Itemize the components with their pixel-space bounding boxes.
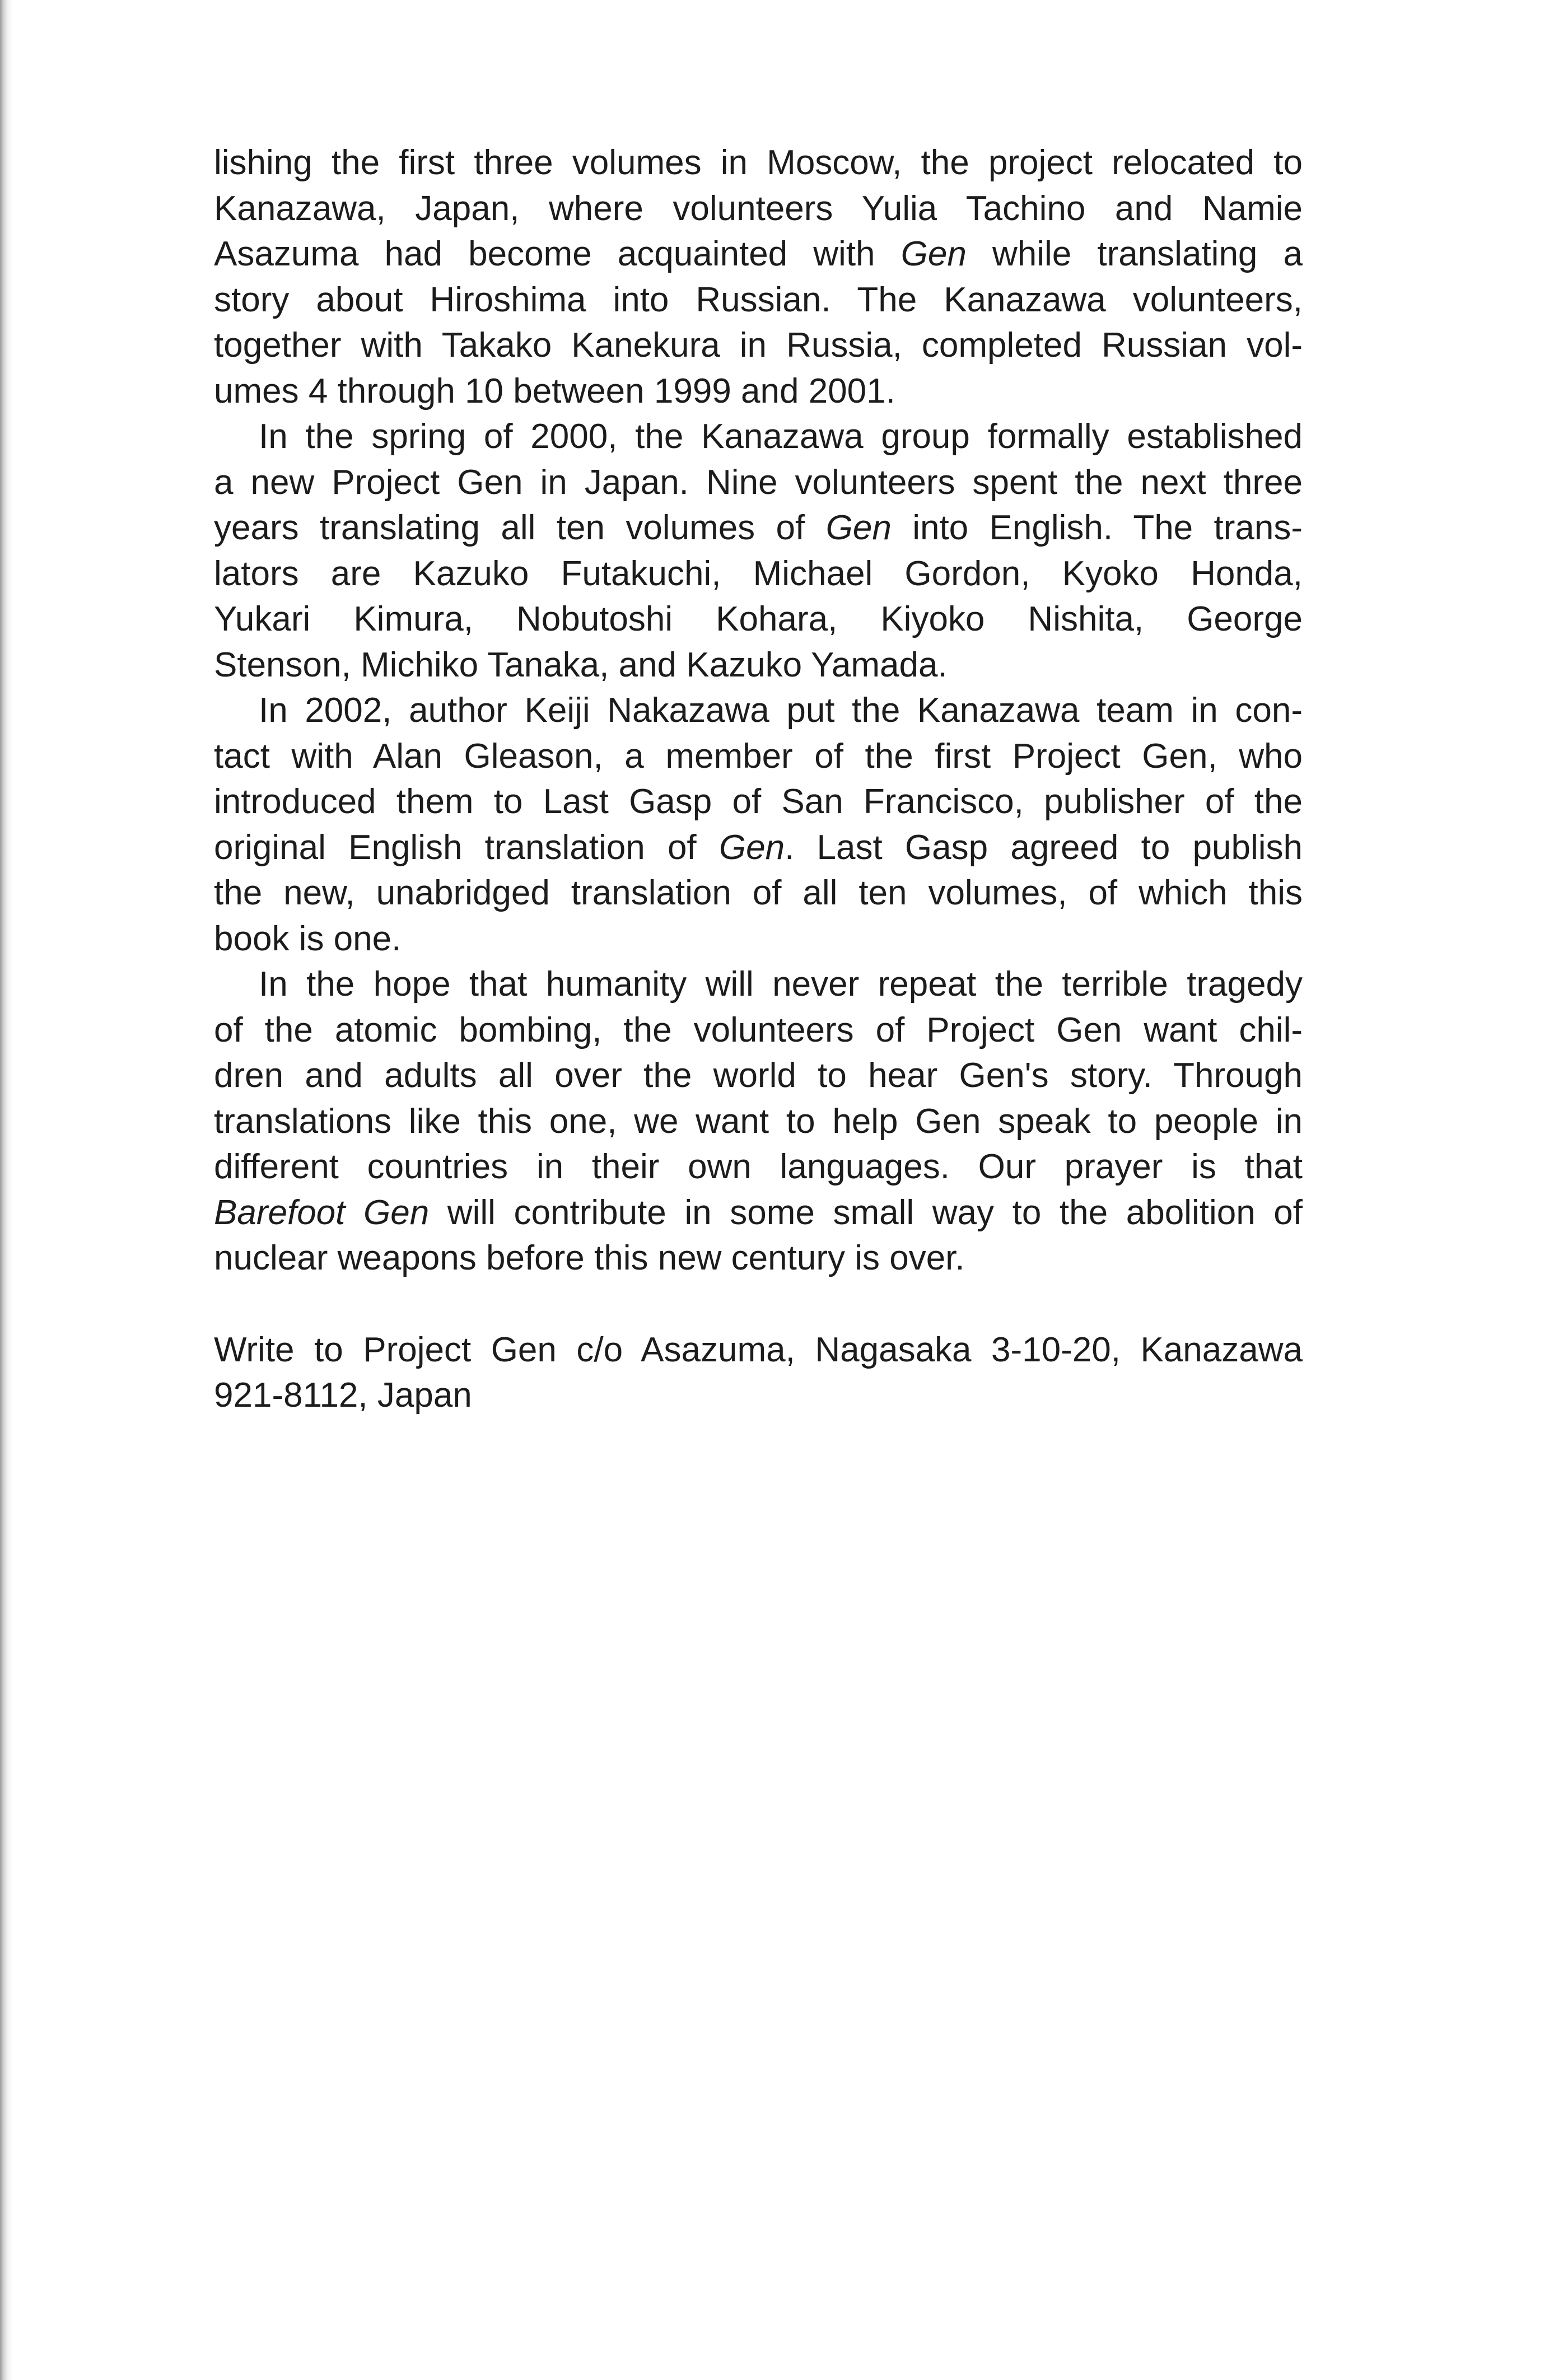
italic-title: Gen <box>901 235 967 273</box>
address-line-1: Write to Project Gen c/o Asazuma, Nagasaka 3-10-20, Kanazawa <box>214 1330 1303 1369</box>
text-run: translations like this one, we want to help Gen speak to people in <box>214 1102 1303 1141</box>
page-edge-shadow <box>0 0 12 2380</box>
paragraph-last-gasp <box>214 688 1303 962</box>
text-run: Yukari Kimura, Nobutoshi Kohara, Kiyoko Nishita, George <box>214 600 1303 638</box>
text-run: story about Hiroshima into Russian. The Kanazawa volunteers, <box>214 280 1303 319</box>
text-line <box>214 1190 1303 1236</box>
text-line <box>214 140 1303 186</box>
italic-title: Barefoot Gen <box>214 1193 430 1232</box>
text-line <box>214 1099 1303 1145</box>
text-line <box>214 414 1303 460</box>
text-run: Stenson, Michiko Tanaka, and Kazuko Yamada. <box>214 645 948 684</box>
text-line <box>214 277 1303 323</box>
text-run: . Last Gasp agreed to publish <box>785 828 1303 867</box>
text-run: a new Project Gen in Japan. Nine volunteers spent the next three <box>214 463 1303 502</box>
text-line <box>214 596 1303 642</box>
text-run: introduced them to Last Gasp of San Francisco, publisher of the <box>214 782 1303 821</box>
paragraph-hope <box>214 962 1303 1281</box>
text-run: In the spring of 2000, the Kanazawa group formally established <box>259 417 1303 456</box>
text-run: book is one. <box>214 919 402 958</box>
text-line <box>214 825 1303 871</box>
text-line <box>214 642 1303 688</box>
text-run: into English. The trans- <box>891 508 1303 547</box>
text-line <box>214 231 1303 277</box>
text-line <box>214 505 1303 551</box>
text-line <box>214 870 1303 916</box>
text-line <box>214 688 1303 734</box>
text-line <box>214 779 1303 825</box>
text-run: Asazuma had become acquainted with <box>214 235 901 273</box>
text-line <box>214 734 1303 780</box>
text-run: together with Takako Kanekura in Russia, completed Russian vol- <box>214 326 1303 365</box>
text-run: will contribute in some small way to the abolition of <box>429 1193 1303 1232</box>
text-run: lishing the first three volumes in Moscow, the project relocated to <box>214 143 1303 182</box>
address-line-2: 921-8112, Japan <box>214 1376 472 1415</box>
text-run: the new, unabridged translation of all ten volumes, of which this <box>214 874 1303 912</box>
contact-address <box>214 1327 1303 1418</box>
text-run: original English translation of <box>214 828 719 867</box>
text-run: tact with Alan Gleason, a member of the first Project Gen, who <box>214 736 1303 776</box>
text-block <box>214 140 1303 1418</box>
text-run: nuclear weapons before this new century is over. <box>214 1239 965 1277</box>
italic-title: Gen <box>718 828 785 867</box>
text-run: Kanazawa, Japan, where volunteers Yulia Tachino and Namie <box>214 189 1303 228</box>
text-run: In the hope that humanity will never repeat the terrible tragedy <box>259 965 1303 1004</box>
text-run: umes 4 through 10 between 1999 and 2001. <box>214 371 895 410</box>
text-line <box>214 368 1303 414</box>
text-line <box>214 1007 1303 1053</box>
text-run: lators are Kazuko Futakuchi, Michael Gordon, Kyoko Honda, <box>214 554 1303 593</box>
text-run: dren and adults all over the world to hear Gen's story. Through <box>214 1056 1303 1095</box>
text-line <box>214 1053 1303 1099</box>
text-line <box>214 1144 1303 1190</box>
text-run: different countries in their own languages. Our prayer is that <box>214 1147 1303 1186</box>
text-line <box>214 323 1303 368</box>
text-run: In 2002, author Keiji Nakazawa put the Kanazawa team in con- <box>259 691 1303 730</box>
paragraph-continuation <box>214 140 1303 414</box>
text-line <box>214 551 1303 597</box>
text-run: of the atomic bombing, the volunteers of Project Gen want chil- <box>214 1010 1303 1049</box>
text-run: years translating all ten volumes of <box>214 508 826 547</box>
text-run: while translating a <box>966 235 1303 273</box>
text-line <box>214 916 1303 962</box>
italic-title: Gen <box>825 508 892 547</box>
paragraph-project-gen-japan <box>214 414 1303 688</box>
text-line <box>214 1235 1303 1281</box>
text-line <box>214 460 1303 506</box>
text-line <box>214 962 1303 1007</box>
text-line <box>214 186 1303 232</box>
